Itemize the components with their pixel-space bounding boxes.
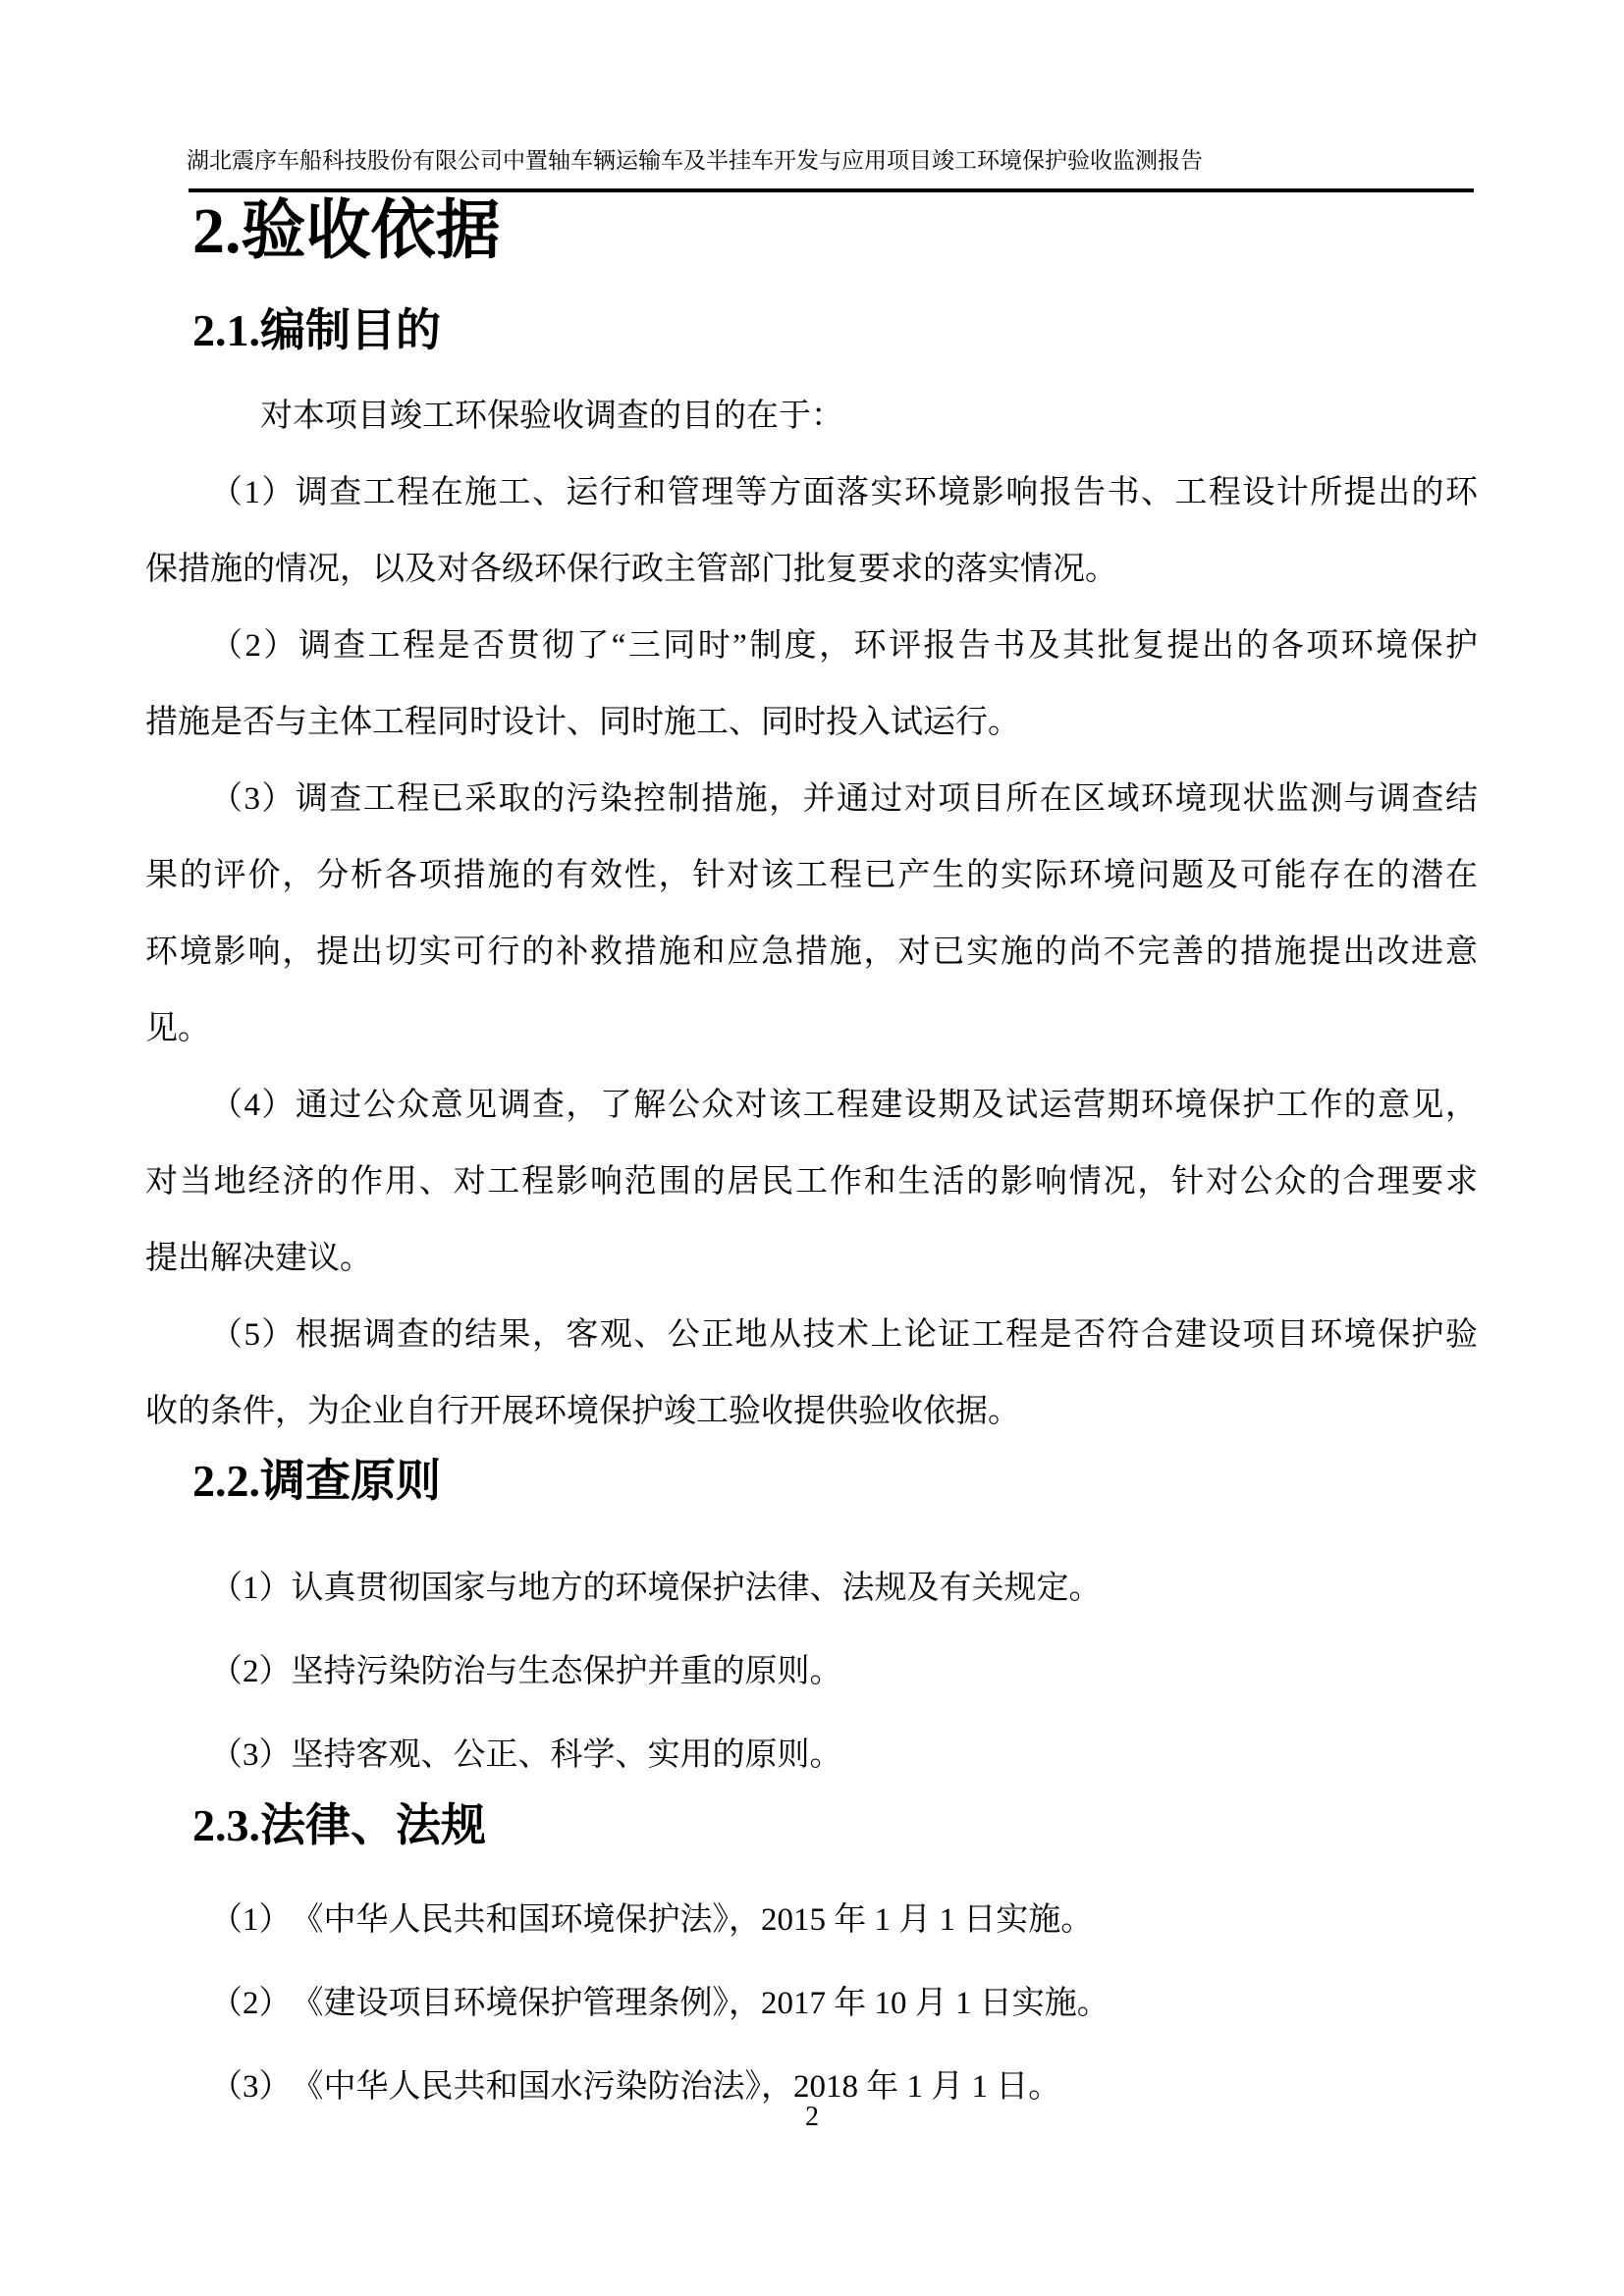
- section-2-3-body: [145, 1879, 1478, 2129]
- list-item: （3）坚持客观、公正、科学、实用的原则。: [210, 1737, 842, 1773]
- body-line: （3）调查工程已采取的污染控制措施，并通过对项目所在区域环境现状监测与调查结: [210, 781, 1478, 817]
- body-line: （5）根据调查的结果，客观、公正地从技术上论证工程是否符合建设项目环境保护验: [210, 1317, 1478, 1353]
- body-line: （2）调查工程是否贯彻了“三同时”制度，环评报告书及其批复提出的各项环境保护: [210, 628, 1478, 664]
- body-line: 收的条件，为企业自行开展环境保护竣工验收提供验收依据。: [145, 1394, 1020, 1429]
- chapter-title: 2.验收依据: [192, 195, 501, 267]
- body-line: （1）调查工程在施工、运行和管理等方面落实环境影响报告书、工程设计所提出的环: [210, 475, 1478, 510]
- section-2-1-body: [145, 378, 1478, 1450]
- list-item: （3） 《中华人民共和国水污染防治法》，2018 年 1 月 1 日。: [210, 2069, 1061, 2105]
- section-heading-2-3: 2.3.法律、法规: [192, 1800, 486, 1850]
- section-heading-2-1: 2.1.编制目的: [192, 305, 441, 355]
- section-heading-2-2: 2.2.调查原则: [192, 1456, 441, 1506]
- body-line: 对当地经济的作用、对工程影响范围的居民工作和生活的影响情况，针对公众的合理要求: [145, 1164, 1478, 1200]
- running-header: 湖北震序车船科技股份有限公司中置轴车辆运输车及半挂车开发与应用项目竣工环境保护验收监测报告: [187, 148, 1203, 173]
- body-line: 环境影响，提出切实可行的补救措施和应急措施，对已实施的尚不完善的措施提出改进意: [145, 934, 1478, 970]
- body-line: 提出解决建议。: [145, 1241, 372, 1276]
- list-item: （2）坚持污染防治与生态保护并重的原则。: [210, 1654, 842, 1689]
- body-line: 措施是否与主体工程同时设计、同时施工、同时投入试运行。: [145, 705, 1020, 740]
- list-item: （1）认真贯彻国家与地方的环境保护法律、法规及有关规定。: [210, 1571, 1102, 1606]
- page-number: 2: [805, 2102, 819, 2132]
- body-line: 果的评价，分析各项措施的有效性，针对该工程已产生的实际环境问题及可能存在的潜在: [145, 858, 1478, 893]
- body-line: 见。: [145, 1011, 210, 1046]
- body-line: （4）通过公众意见调查，了解公众对该工程建设期及试运营期环境保护工作的意见，: [210, 1088, 1478, 1123]
- body-line: 保措施的情况，以及对各级环保行政主管部门批复要求的落实情况。: [145, 552, 1117, 587]
- section-2-2-body: [145, 1547, 1478, 1797]
- list-item: （1） 《中华人民共和国环境保护法》，2015 年 1 月 1 日实施。: [210, 1902, 1094, 1938]
- body-line: 对本项目竣工环保验收调查的目的在于：: [260, 399, 843, 434]
- header-rule: [189, 188, 1474, 192]
- list-item: （2） 《建设项目环境保护管理条例》，2017 年 10 月 1 日实施。: [210, 1986, 1110, 2021]
